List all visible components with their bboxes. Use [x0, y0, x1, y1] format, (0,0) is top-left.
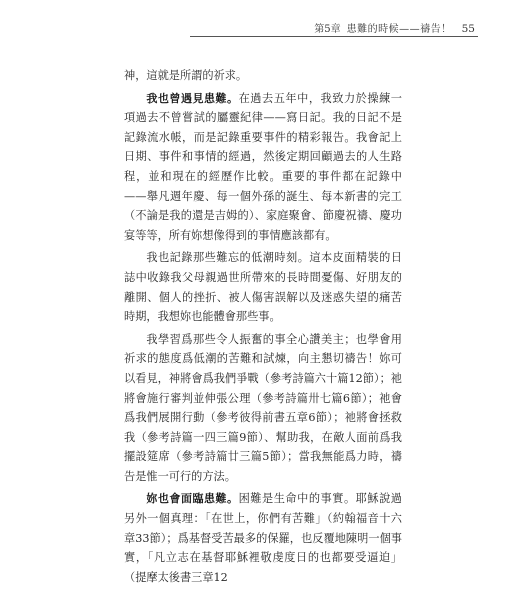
paragraph-text: 困難是生命中的事實。耶穌說過另外一個真理：「在世上，你們有苦難」（約翰福音十六章33節）；爲基督受苦最多的保羅，也反覆地陳明一個事實，「凡立志在基督耶穌裡敬虔度日的也都要受逼迫」（提摩太後書三章12: [124, 492, 402, 584]
paragraph: [124, 66, 402, 86]
paragraph-text: 我也記錄那些難忘的低潮時刻。這本皮面精裝的日誌中收錄我父母親過世所帶來的長時間憂傷、好朋友的離開、個人的挫折、被人傷害誤解以及迷惑失望的痛苦時期，我想妳也能體會那些事。: [124, 251, 402, 324]
chapter-title: 患難的時候——禱告！: [346, 24, 452, 35]
paragraph: [124, 89, 402, 246]
paragraph: [124, 489, 402, 587]
paragraph-lead: 妳也會面臨患難。: [146, 492, 239, 506]
header-rule: [190, 36, 478, 37]
running-header: [285, 20, 475, 35]
chapter-label: 第5章: [314, 24, 341, 35]
paragraph: [124, 248, 402, 326]
page-number: 55: [461, 23, 475, 35]
paragraph-text: 神，這就是所謂的祈求。: [124, 69, 248, 82]
paragraph-text: 我學習爲那些令人振奮的事全心讚美主；也學會用祈求的態度爲低潮的苦難和試煉，向主懇切禱告！妳可以看見，神將會爲我們爭戰（參考詩篇六十篇12節）；祂將會施行審判並伸張公理（參考詩篇卅七篇6節）；祂會爲我們展開行動（參考彼得前書五章6節）；祂將會拯救我（參考詩篇一四三篇9節）、幫助我，在敵人面前爲我擺設筵席（參考詩篇廿三篇5節）；當我無能爲力時，禱告是惟一可行的方法。: [124, 332, 402, 483]
paragraph-text: 在過去五年中，我致力於操練一項過去不曾嘗試的屬靈紀律——寫日記。我的日記不是記錄流水帳，而是記錄重要事件的精彩報告。我會記上日期、事件和事情的經過，然後定期回顧過去的人生路程，並和現在的經歷作比較。重要的事件都在記錄中——舉凡週年慶、每一個外孫的誕生、每本新書的完工（不論是我的還是吉姆的）、家庭聚會、節慶祝禱、慶功宴等等，所有妳想像得到的事情應該都有。: [124, 91, 402, 242]
paragraph: [124, 330, 402, 487]
paragraph-lead: 我也曾遇見患難。: [146, 91, 239, 105]
body-text: [124, 66, 402, 590]
